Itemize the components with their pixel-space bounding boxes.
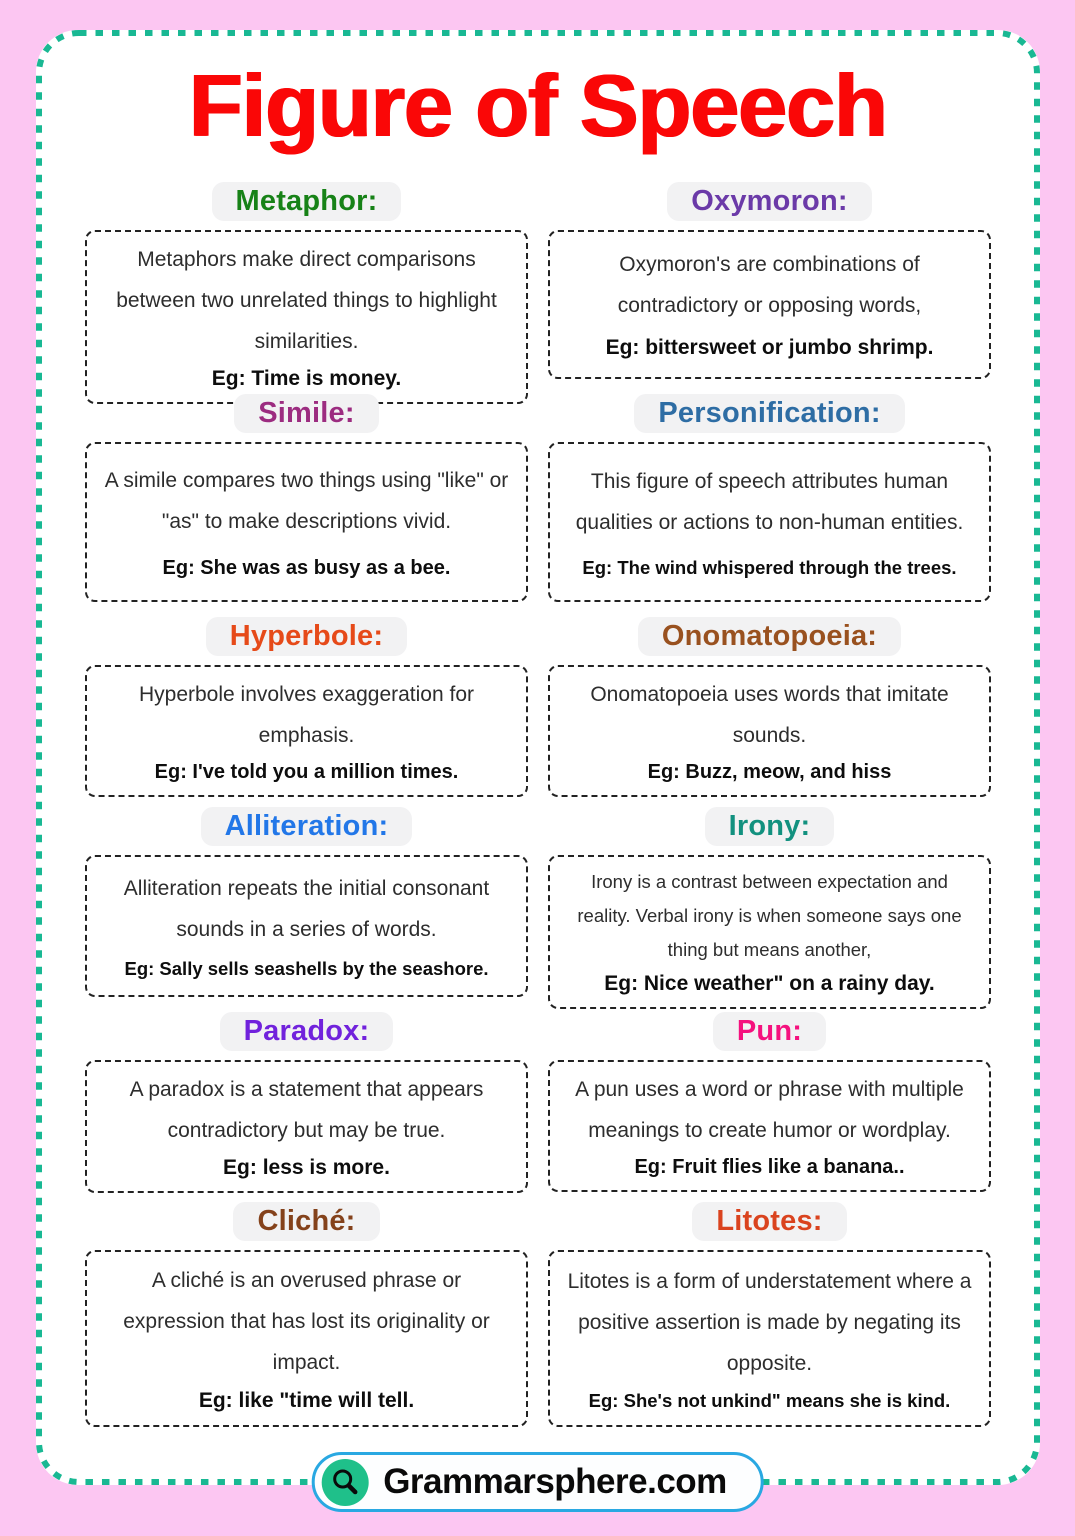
figure-section: [548, 807, 991, 1012]
section-definition-box: [548, 442, 991, 602]
section-definition-box: [85, 442, 528, 602]
section-heading: [705, 807, 835, 846]
search-icon: [321, 1459, 368, 1506]
figure-section: [548, 617, 991, 807]
section-definition-box: [548, 855, 991, 1009]
section-definition-text: Alliteration repeats the initial consonant sounds in a series of words.: [123, 877, 490, 942]
section-definition-text: A pun uses a word or phrase with multiple meanings to create humor or wordplay.: [575, 1078, 964, 1142]
section-heading: [212, 182, 402, 221]
site-name: Grammarsphere.com: [383, 1462, 727, 1501]
section-heading-label: Personification:: [658, 397, 881, 429]
figure-section: [85, 394, 528, 617]
figure-section: [548, 394, 991, 617]
section-heading-label: Pun:: [736, 1015, 803, 1047]
section-definition-box: [548, 665, 991, 797]
section-example-text: Eg: Time is money.: [211, 366, 402, 390]
section-example-text: Eg: Fruit flies like a banana..: [634, 1155, 905, 1178]
section-definition-text: A paradox is a statement that appears contradictory but may be true.: [129, 1078, 484, 1142]
section-example-text: Eg: She was as busy as a bee.: [162, 556, 451, 579]
section-definition-text: Metaphors make direct comparisons between two unrelated things to highlight similarities.: [116, 248, 497, 353]
figure-section: [548, 1012, 991, 1202]
section-heading: [206, 617, 407, 656]
section-definition-box: [548, 230, 991, 379]
section-heading-label: Paradox:: [243, 1015, 370, 1047]
section-heading-label: Hyperbole:: [229, 620, 384, 652]
section-definition-text: Oxymoron's are combinations of contradictory or opposing words,: [617, 253, 922, 318]
section-heading: [233, 1202, 379, 1241]
section-heading: [234, 394, 379, 433]
section-definition-box: [85, 665, 528, 797]
site-badge: [311, 1452, 764, 1512]
section-definition-box: [85, 855, 528, 997]
section-definition-box: [85, 230, 528, 404]
section-heading: [220, 1012, 394, 1051]
figure-section: [548, 1202, 991, 1442]
section-example-text: Eg: Sally sells seashells by the seashore.: [124, 958, 489, 980]
section-definition-text: A cliché is an overused phrase or expression that has lost its originality or impact.: [123, 1268, 490, 1374]
section-heading: [201, 807, 413, 846]
section-heading-label: Alliteration:: [224, 810, 389, 842]
section-definition-box: [548, 1060, 991, 1192]
section-heading: [667, 182, 872, 221]
section-definition-box: [85, 1060, 528, 1193]
section-heading-label: Cliché:: [257, 1205, 356, 1237]
section-definition-text: Onomatopoeia uses words that imitate sounds.: [590, 683, 949, 747]
figure-section: [85, 182, 528, 394]
section-example-text: Eg: She's not unkind" means she is kind.: [588, 1390, 951, 1412]
section-example-text: Eg: The wind whispered through the trees.: [582, 557, 957, 579]
section-heading-label: Oxymoron:: [691, 185, 848, 217]
section-definition-text: This figure of speech attributes human qualities or actions to non-human entities.: [575, 470, 964, 535]
section-definition-text: A simile compares two things using "like" or "as" to make descriptions vivid.: [104, 469, 509, 534]
section-heading-label: Onomatopoeia:: [661, 620, 878, 652]
figure-section: [85, 807, 528, 1012]
poster-card: [36, 30, 1040, 1485]
sections-grid: [85, 182, 991, 1442]
section-example-text: Eg: bittersweet or jumbo shrimp.: [605, 336, 934, 360]
figure-section: [85, 1012, 528, 1202]
figure-section: [85, 1202, 528, 1442]
page-title: Figure of Speech: [189, 56, 887, 155]
section-example-text: Eg: like "time will tell.: [198, 1388, 415, 1412]
section-example-text: Eg: I've told you a million times.: [154, 760, 459, 783]
section-heading: [692, 1202, 846, 1241]
section-example-text: Eg: less is more.: [223, 1155, 390, 1179]
section-definition-text: Hyperbole involves exaggeration for emphasis.: [138, 683, 475, 747]
section-heading: [638, 617, 901, 656]
section-heading-label: Simile:: [258, 397, 355, 429]
section-heading-label: Irony:: [728, 810, 811, 842]
section-heading: [634, 394, 904, 433]
figure-section: [85, 617, 528, 807]
section-heading-label: Metaphor:: [235, 185, 378, 217]
section-heading: [713, 1012, 826, 1051]
section-example-text: Eg: Buzz, meow, and hiss: [647, 760, 892, 783]
section-definition-box: [85, 1250, 528, 1427]
section-definition-box: [548, 1250, 991, 1427]
section-heading-label: Litotes:: [716, 1205, 823, 1237]
section-example-text: Eg: Nice weather" on a rainy day.: [604, 971, 935, 995]
figure-section: [548, 182, 991, 394]
section-definition-text: Litotes is a form of understatement where a positive assertion is made by negating its opposite.: [567, 1270, 972, 1376]
section-definition-text: Irony is a contrast between expectation and reality. Verbal irony is when someone says one thing but means another,: [577, 871, 962, 961]
